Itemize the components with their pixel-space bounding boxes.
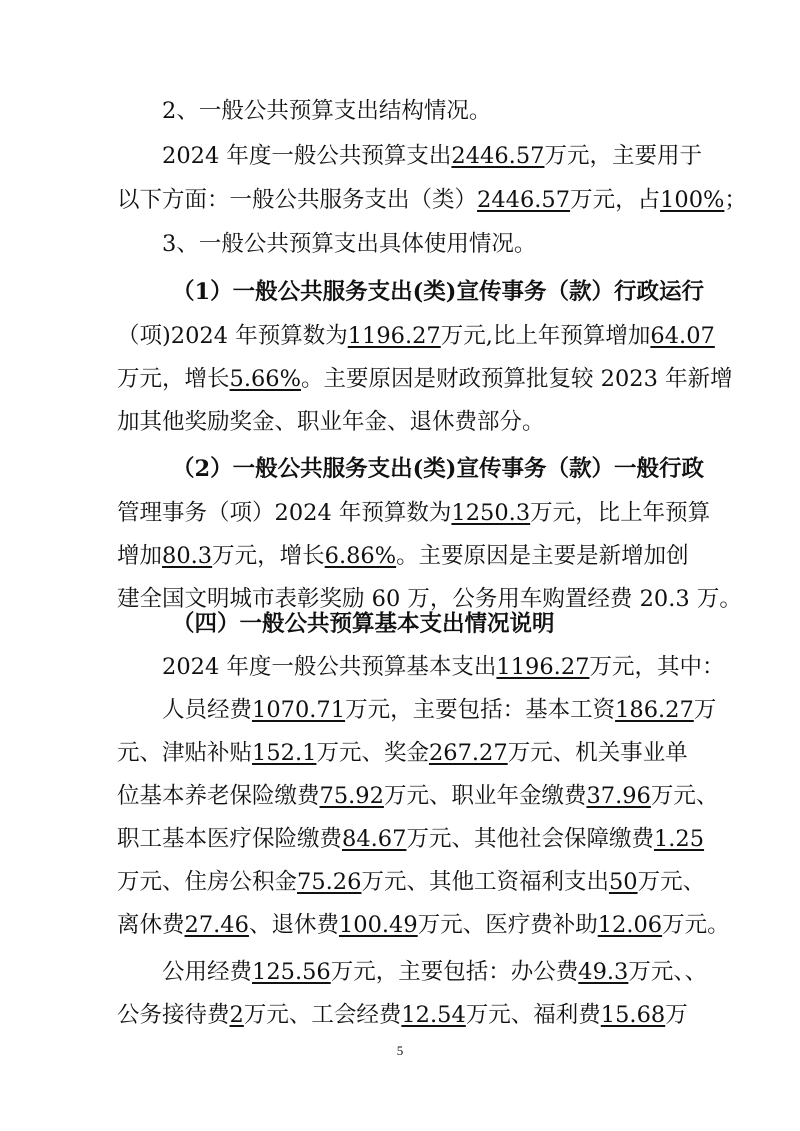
paragraph-line: （项)2024 年预算数为1196.27万元,比上年预算增加64.07: [117, 323, 715, 349]
paragraph-line: 位基本养老保险缴费75.92万元、职业年金缴费37.96万元、: [117, 783, 719, 809]
subheading-item-2: （2）一般公共服务支出(类)宣传事务（款）一般行政: [172, 456, 704, 482]
paragraph-line: 2024 年度一般公共预算基本支出1196.27万元，其中：: [162, 654, 725, 680]
paragraph-line: 元、津贴补贴152.1万元、奖金267.27万元、机关事业单: [117, 740, 688, 766]
paragraph-line: 加其他奖励奖金、职业年金、退休费部分。: [117, 409, 545, 435]
paragraph-line: 职工基本医疗保险缴费84.67万元、其他社会保障缴费1.25: [117, 826, 705, 852]
paragraph-line: 管理事务（项）2024 年预算数为1250.3万元，比上年预算: [117, 500, 711, 526]
subheading-item-1: （1）一般公共服务支出(类)宣传事务（款）行政运行: [172, 279, 704, 305]
paragraph-line: 万元，增长5.66%。主要原因是财政预算批复较 2023 年新增: [117, 366, 733, 392]
paragraph-line: 万元、住房公积金75.26万元、其他工资福利支出50万元、: [117, 869, 706, 895]
paragraph-line: 增加80.3万元，增长6.86%。主要原因是主要是新增加创: [117, 543, 689, 569]
heading-expenditure-structure: 2、一般公共预算支出结构情况。: [162, 98, 492, 124]
paragraph-line: 离休费27.46、退休费100.49万元、医疗费补助12.06万元。: [117, 912, 730, 938]
page-number: 5: [396, 1043, 404, 1058]
paragraph-line: 人员经费1070.71万元，主要包括：基本工资186.27万: [162, 697, 717, 723]
paragraph-line: 2024 年度一般公共预算支出2446.57万元，主要用于: [162, 143, 702, 169]
paragraph-line: 以下方面：一般公共服务支出（类）2446.57万元，占100%；: [117, 187, 747, 213]
section-heading-basic-expenditure: （四）一般公共预算基本支出情况说明: [172, 611, 555, 637]
paragraph-line: 建全国文明城市表彰奖励 60 万，公务用车购置经费 20.3 万。: [117, 586, 742, 612]
paragraph-line: 公务接待费2万元、工会经费12.54万元、福利费15.68万: [117, 1002, 688, 1028]
heading-expenditure-usage: 3、一般公共预算支出具体使用情况。: [162, 231, 537, 257]
paragraph-line: 公用经费125.56万元，主要包括：办公费49.3万元、、: [162, 959, 708, 985]
